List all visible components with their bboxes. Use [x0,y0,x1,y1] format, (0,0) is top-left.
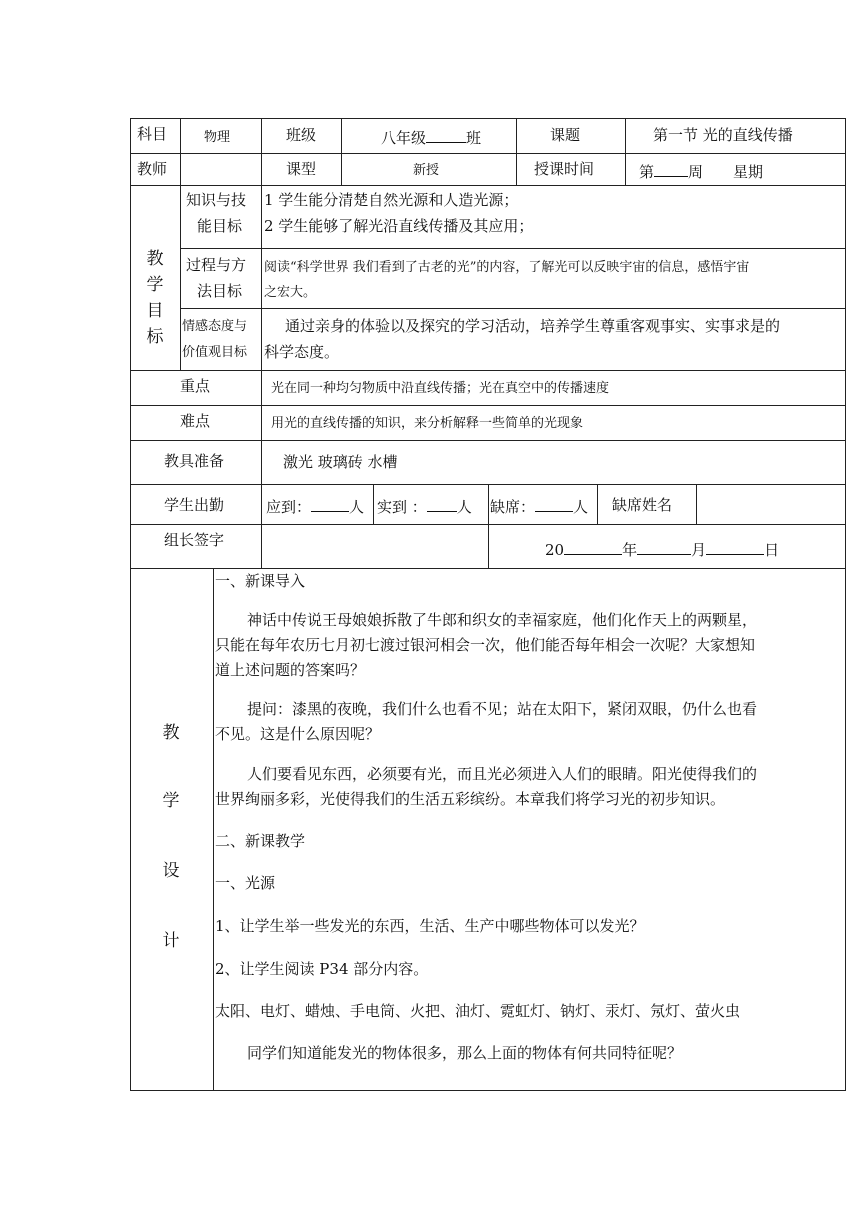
equipment-value: 激光 玻璃砖 水槽 [283,453,398,471]
knowledge-line-1: 1 学生能分清楚自然光源和人造光源； [264,191,519,209]
class-label: 班级 [286,126,317,144]
type-value: 新授 [413,163,440,178]
key-label: 重点 [180,377,211,395]
emotion-label-line1: 情感态度与 [182,319,248,334]
heading-intro: 一、新课导入 [215,572,306,590]
actual-attend: 实到 ： 人 [377,498,472,516]
story-line-2: 只能在每年农历七月初七渡过银河相会一次，他们能否每年相会一次呢？大家想知 [215,636,756,654]
common-feature-question: 同学们知道能发光的物体很多，那么上面的物体有何共同特征呢？ [247,1044,683,1062]
time-value: 第 周 星期 [639,163,764,181]
absent-count: 缺席： 人 [490,498,589,516]
emotion-line-2: 科学态度。 [264,343,340,361]
topic-label: 课题 [550,126,581,144]
equipment-label: 教具准备 [164,452,225,470]
signature-date: 20 年 月 日 [545,541,780,559]
story-line-1: 神话中传说王母娘娘拆散了牛郎和织女的幸福家庭，他们化作天上的两颗星， [247,611,758,629]
subject-label: 科目 [137,125,168,143]
subject-value: 物理 [204,130,231,145]
topic-value: 第一节 光的直线传播 [653,126,793,144]
teacher-label: 教师 [137,160,168,178]
leader-label: 组长签字 [164,531,225,549]
explain-line-1: 人们要看见东西，必须要有光，而且光必须进入人们的眼睛。阳光使得我们的 [247,765,758,783]
heading-light-source: 一、光源 [215,874,276,892]
time-label: 授课时间 [534,160,595,178]
difficulty-label: 难点 [180,412,211,430]
item-2: 2、让学生阅读 P34 部分内容。 [215,960,429,978]
absent-names-label: 缺席姓名 [612,496,673,514]
attendance-label: 学生出勤 [164,496,225,514]
should-attend: 应到： 人 [266,498,365,516]
key-value: 光在同一种均匀物质中沿直线传播；光在真空中的传播速度 [271,381,610,396]
emotion-label-line2: 价值观目标 [182,345,248,360]
heading-new-lesson: 二、新课教学 [215,832,306,850]
explain-line-2: 世界绚丽多彩，光使得我们的生活五彩缤纷。本章我们将学习光的初步知识。 [215,790,726,808]
knowledge-label-line2: 能目标 [197,217,243,235]
question-line-1: 提问：漆黑的夜晚，我们什么也看不见；站在太阳下，紧闭双眼，仍什么也看 [247,700,758,718]
difficulty-value: 用光的直线传播的知识，来分析解释一些简单的光现象 [271,416,584,431]
process-line-1: 阅读“科学世界 我们看到了古老的光”的内容，了解光可以反映宇宙的信息，感悟宇宙 [264,260,750,275]
knowledge-label-line1: 知识与技 [186,191,247,209]
item-1: 1、让学生举一些发光的东西，生活、生产中哪些物体可以发光？ [215,917,645,935]
question-line-2: 不见。这是什么原因呢？ [215,725,381,743]
light-sources-list: 太阳、电灯、蜡烛、手电筒、火把、油灯、霓虹灯、钠灯、汞灯、氖灯、萤火虫 [215,1002,741,1020]
type-label: 课型 [286,160,317,178]
process-label-line1: 过程与方 [186,256,247,274]
knowledge-line-2: 2 学生能够了解光沿直线传播及其应用； [264,217,534,235]
class-value: 八年级 班 [381,129,482,147]
process-line-2: 之宏大。 [264,285,317,300]
emotion-line-1: 通过亲身的体验以及探究的学习活动，培养学生尊重客观事实、实事求是的 [285,317,781,335]
story-line-3: 道上述问题的答案吗？ [215,661,366,679]
process-label-line2: 法目标 [197,282,243,300]
